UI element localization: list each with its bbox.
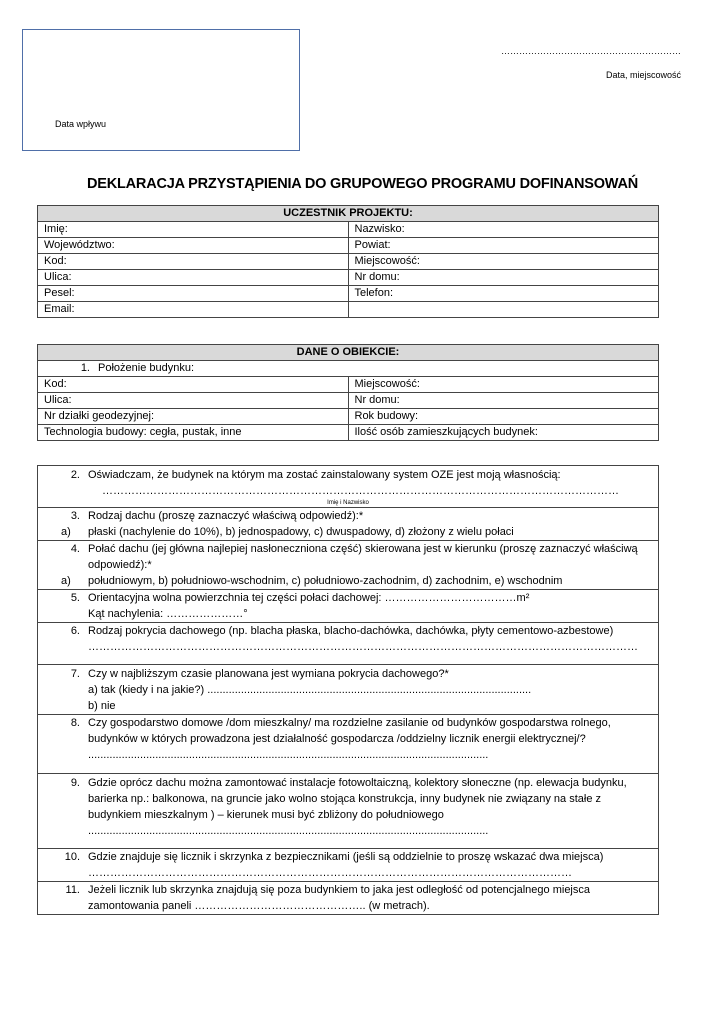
- date-place-line: ……………………………………………………: [501, 46, 681, 56]
- q-text: Czy gospodarstwo domowe /dom mieszkalny/ ma rozdzielne zasilanie od budynków gospodarstwa rolnego, budynków w których prowadzona jest działalność gospodarcza /oddzielny licznik energii elektrycznej/?: [88, 717, 611, 745]
- option-letter: a): [61, 526, 71, 538]
- roof-direction-options[interactable]: południowym, b) południowo-wschodnim, c) południowo-zachodnim, d) zachodnim, e) wschodnim: [88, 575, 563, 587]
- answer-line[interactable]: ……………………………………………………………………………………………………………………………………: [88, 641, 638, 653]
- field-voivodeship[interactable]: Województwo:: [38, 238, 349, 254]
- participant-table: [37, 205, 659, 318]
- building-location-row: [38, 361, 659, 377]
- field-residents-count[interactable]: Ilość osób zamieszkujących budynek:: [348, 425, 659, 441]
- roof-angle-field[interactable]: Kąt nachylenia: …………………°: [88, 608, 248, 620]
- question-3: [38, 508, 659, 541]
- q-text: Rodzaj pokrycia dachowego (np. blacha płaska, blacho-dachówka, dachówka, płyty cementowo-azbestowe): [88, 625, 614, 637]
- q-number: 3.: [70, 510, 80, 522]
- field-street[interactable]: Ulica:: [38, 270, 349, 286]
- question-11: [38, 882, 659, 915]
- q-number: 8.: [70, 717, 80, 729]
- answer-line[interactable]: ...................................................................................................................................: [88, 749, 489, 761]
- date-place-label: Data, miejscowość: [605, 70, 681, 80]
- answer-line[interactable]: ……………………………………………………………………………………………………………………: [88, 867, 572, 879]
- roof-type-options[interactable]: płaski (nachylenie do 10%), b) jednospadowy, c) dwuspadowy, d) złożony z wielu połaci: [88, 526, 514, 538]
- field-pesel[interactable]: Pesel:: [38, 286, 349, 302]
- object-header: DANE O OBIEKCIE:: [38, 345, 659, 361]
- building-location-label: Położenie budynku:: [98, 362, 195, 374]
- field-object-house-number[interactable]: Nr domu:: [348, 393, 659, 409]
- question-5: [38, 590, 659, 623]
- answer-line[interactable]: ...................................................................................................................................: [88, 825, 489, 837]
- field-first-name[interactable]: Imię:: [38, 222, 349, 238]
- q-text: Połać dachu (jej główna najlepiej nasłoneczniona część) skierowana jest w kierunku (proszę zaznaczyć właściwą odpowiedź):*: [88, 543, 638, 571]
- q-number: 2.: [70, 469, 80, 481]
- question-7: [38, 665, 659, 715]
- receipt-date-label: Data wpływu: [55, 119, 107, 129]
- option-no[interactable]: b) nie: [88, 700, 116, 712]
- field-empty: [348, 302, 659, 318]
- q-text: Gdzie oprócz dachu można zamontować instalacje fotowoltaiczną, kolektory słoneczne (np. elewacja budynku, barierka np.: balkonowa, na gruncie jako wolno stojąca konstrukcja, inny budynek nie związany na stałe z budynkiem mieszkalnym ) – kierunek musi być zbliżony do południowego: [88, 777, 627, 821]
- name-caption: Imię i Nazwisko: [327, 500, 369, 506]
- q-number: 10.: [64, 851, 80, 863]
- field-object-town[interactable]: Miejscowość:: [348, 377, 659, 393]
- q-text: Oświadczam, że budynek na którym ma zostać zainstalowany system OZE jest moją własnością:: [88, 469, 561, 481]
- q-number: 5.: [70, 592, 80, 604]
- option-letter: a): [61, 575, 71, 587]
- questions-table: [37, 465, 659, 915]
- q-number: 7.: [70, 668, 80, 680]
- question-10: [38, 849, 659, 882]
- question-8: [38, 715, 659, 774]
- option-yes[interactable]: a) tak (kiedy i na jakie?) ..........................................................................................................: [88, 684, 532, 696]
- q-number: 6.: [70, 625, 80, 637]
- question-4: [38, 541, 659, 590]
- q-number: 11.: [65, 884, 80, 896]
- field-phone[interactable]: Telefon:: [348, 286, 659, 302]
- q-text: Czy w najbliższym czasie planowana jest wymiana pokrycia dachowego?*: [88, 668, 449, 680]
- participant-header: UCZESTNIK PROJEKTU:: [38, 206, 659, 222]
- field-plot-number[interactable]: Nr działki geodezyjnej:: [38, 409, 349, 425]
- meter-distance-field[interactable]: Jeżeli licznik lub skrzynka znajdują się poza budynkiem to jaka jest odległość od potencjalnego miejsca zamontowania paneli ……………………………………….. (w metrach).: [88, 884, 590, 912]
- q-number: 9.: [70, 777, 80, 789]
- field-build-technology[interactable]: Technologia budowy: cegła, pustak, inne: [38, 425, 349, 441]
- field-object-street[interactable]: Ulica:: [38, 393, 349, 409]
- field-town[interactable]: Miejscowość:: [348, 254, 659, 270]
- q-text: Gdzie znajduje się licznik i skrzynka z bezpiecznikami (jeśli są oddzielnie to proszę wskazać dwa miejsca): [88, 851, 604, 863]
- question-9: [38, 774, 659, 849]
- question-6: [38, 623, 659, 665]
- object-table: [37, 344, 659, 441]
- document-title: DEKLARACJA PRZYSTĄPIENIA DO GRUPOWEGO PROGRAMU DOFINANSOWAŃ: [86, 176, 639, 192]
- field-object-postal-code[interactable]: Kod:: [38, 377, 349, 393]
- roof-area-field[interactable]: Orientacyjna wolna powierzchnia tej części połaci dachowej: ………………………………m²: [88, 592, 530, 604]
- answer-line[interactable]: ……………………………………………………………………………………………………………………………: [102, 485, 619, 497]
- question-2: [38, 466, 659, 508]
- field-build-year[interactable]: Rok budowy:: [348, 409, 659, 425]
- q-text: Rodzaj dachu (proszę zaznaczyć właściwą odpowiedź):*: [88, 510, 364, 522]
- receipt-stamp-box: [22, 29, 300, 151]
- q-number: 4.: [70, 543, 80, 555]
- item-number: 1.: [80, 362, 90, 374]
- field-last-name[interactable]: Nazwisko:: [348, 222, 659, 238]
- field-postal-code[interactable]: Kod:: [38, 254, 349, 270]
- field-house-number[interactable]: Nr domu:: [348, 270, 659, 286]
- field-email[interactable]: Email:: [38, 302, 349, 318]
- field-county[interactable]: Powiat:: [348, 238, 659, 254]
